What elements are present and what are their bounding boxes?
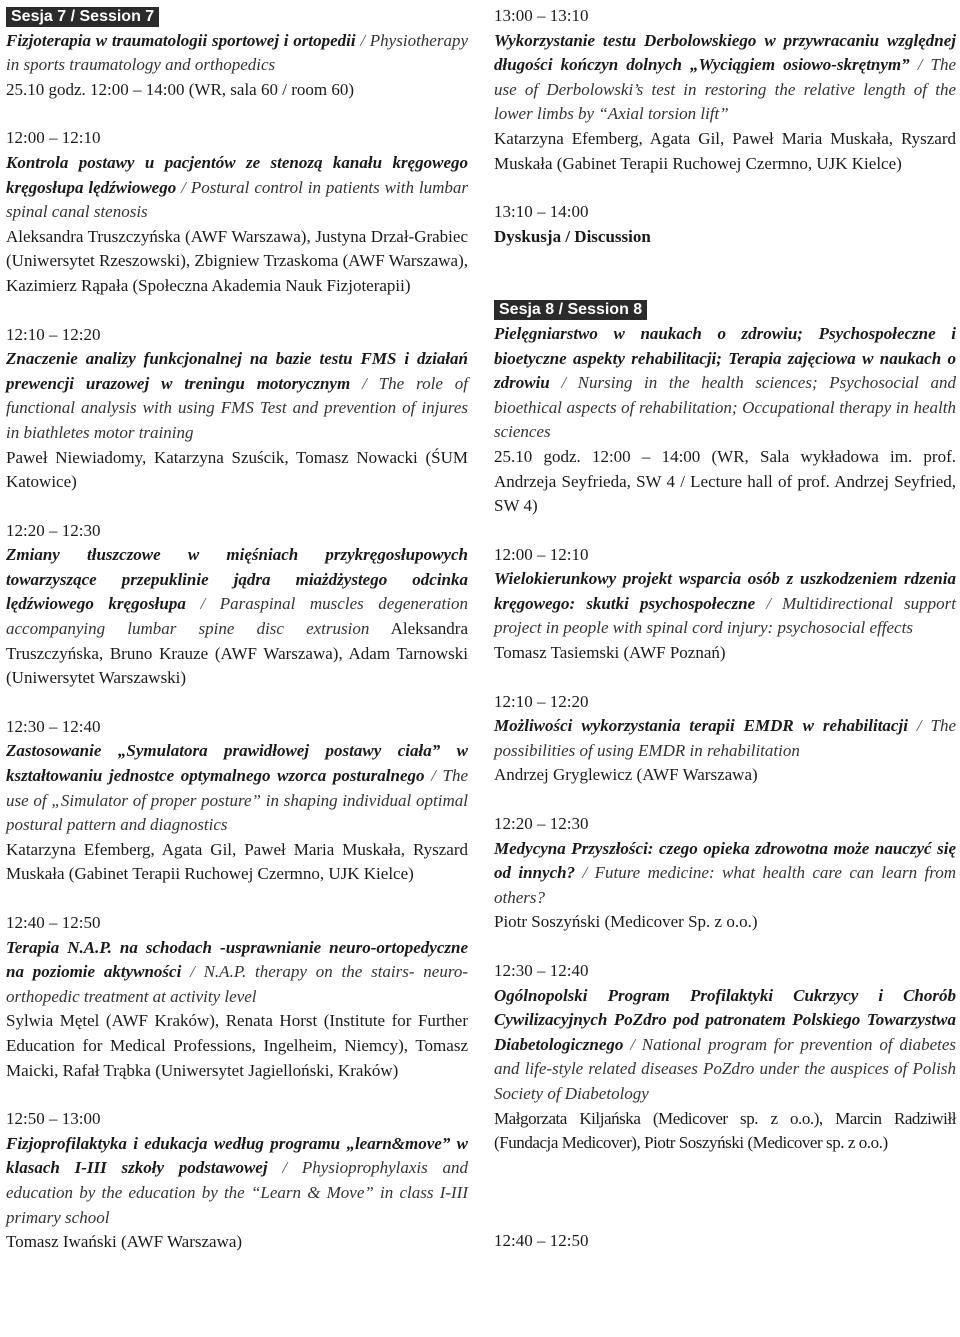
session-title: Fizjoterapia w traumatologii sportowej i ortopedii / Physiotherapy in sports traumatology and orthopedics — [6, 30, 468, 75]
talk-title-pl: Wielokierunkowy projekt wsparcia osób z uszkodzeniem rdzenia kręgowego: skutki psychospołeczne — [494, 569, 956, 613]
talk-time: 13:00 – 13:10 — [494, 6, 589, 25]
talk — [494, 1229, 956, 1254]
talk-title: Kontrola postawy u pacjentów ze stenozą kanału kręgowego kręgosłupa lędźwiowego / Postural control in patients with lumbar spinal canal stenosis — [6, 152, 468, 222]
talk-title: Fizjoprofilaktyka i edukacja według programu „learn&move” w klasach I-III szkoły podstawowej / Physioprophylaxis and education by the education by the “Learn & Move” in class I-III primary school — [6, 1133, 469, 1227]
talk-title: Zmiany tłuszczowe w mięśniach przykręgosłupowych towarzyszące przepuklinie jądra miażdżystego odcinka lędźwiowego kręgosłupa / Paraspinal muscles degeneration accompanying lumbar spine disc extrusion Aleksandra Truszczyńska, Bruno Krauze (AWF Warszawa), Adam Tarnowski (Uniwersytet Warszawski) — [6, 545, 469, 688]
discussion — [494, 200, 956, 249]
talk-authors: Paweł Niewiadomy, Katarzyna Szuścik, Tomasz Nowacki (ŚUM Katowice) — [6, 447, 468, 492]
talk-title-en: Multidirectional support project in people with spinal cord injury: psychosocial effects — [494, 593, 956, 638]
talk-time: 12:30 – 12:40 — [6, 716, 101, 736]
session-badge: Sesja 8 / Session 8 — [494, 300, 647, 320]
talk — [494, 4, 956, 176]
talk-title-pl: Wykorzystanie testu Derbolowskiego w przywracaniu względnej długości kończyn dolnych „Wyciągiem osiowo-skrętnym” — [494, 30, 956, 75]
talk-title: Medycyna Przyszłości: czego opieka zdrowotna może nauczyć się od innych? / Future medicine: what health care can learn from others? — [494, 838, 957, 907]
talk-time: 12:40 – 12:50 — [6, 913, 101, 932]
talk-authors: Małgorzata Kiljańska (Medicover sp. z o.o.), Marcin Radziwiłł (Fundacja Medicover), Piotr Soszyński (Medicover sp. z o.o.) — [494, 1108, 956, 1153]
talk-authors: Piotr Soszyński (Medicover Sp. z o.o.) — [494, 912, 758, 932]
session-meta: 25.10 godz. 12:00 – 14:00 (WR, sala 60 / room 60) — [6, 79, 354, 99]
session-8 — [494, 297, 956, 518]
talk-time: 12:00 – 12:10 — [6, 128, 101, 148]
session-title-pl: Fizjoterapia w traumatologii sportowej i ortopedii — [6, 30, 356, 50]
talk — [6, 519, 468, 691]
talk-authors: Aleksandra Truszczyńska (AWF Warszawa), Justyna Drzał-Grabiec (Uniwersytet Rzeszowski), Zbigniew Trzaskoma (AWF Warszawa), Kazimierz Rąpała (Społeczna Akademia Nauk Fizjoterapii) — [6, 226, 468, 295]
talk — [494, 812, 956, 935]
talk-title-pl: Fizjoprofilaktyka i edukacja według programu „learn&move” w klasach I-III szkoły podstawowej — [6, 1133, 468, 1178]
talk-title-en: Future medicine: what health care can learn from others? — [494, 863, 957, 907]
talk-title-pl: Terapia N.A.P. na schodach -usprawnianie neuro-ortopedyczne na poziomie aktywności — [6, 937, 468, 982]
talk — [494, 543, 956, 666]
talk-title: Wykorzystanie testu Derbolowskiego w przywracaniu względnej długości kończyn dolnych „Wyciągiem osiowo-skrętnym” / The use of Derbolowski’s test in restoring the relative length of the lower limbs by “Axial torsion lift” — [494, 30, 956, 124]
talk — [6, 1107, 468, 1255]
talk-title-pl: Kontrola postawy u pacjentów ze stenozą kanału kręgowego kręgosłupa lędźwiowego — [6, 152, 468, 197]
session-title-en: Nursing in the health sciences; Psychosocial and bioethical aspects of rehabilitation; Occupational therapy in health sciences — [494, 373, 956, 442]
session-badge: Sesja 7 / Session 7 — [6, 7, 159, 27]
talk-time: 12:10 – 12:20 — [6, 324, 101, 344]
talk-title-en: The possibilities of using EMDR in rehabilitation — [494, 716, 956, 760]
talk-title-pl: Możliwości wykorzystania terapii EMDR w rehabilitacji — [494, 716, 908, 736]
talk-time: 12:20 – 12:30 — [494, 814, 589, 834]
talk — [6, 715, 468, 887]
talk-time: 12:30 – 12:40 — [494, 961, 589, 980]
talk-title-en: The role of functional analysis with using FMS Test and prevention of injures in biathletes motor training — [6, 373, 468, 442]
talk-time: 12:50 – 13:00 — [6, 1109, 101, 1129]
talk-title-en: The use of „Simulator of proper posture” in shaping individual optimal postural pattern and diagnostics — [6, 766, 468, 835]
talk-authors: Tomasz Iwański (AWF Warszawa) — [6, 1232, 243, 1252]
talk-title-pl: Zmiany tłuszczowe w mięśniach przykręgosłupowych towarzyszące przepuklinie jądra miażdżystego odcinka lędźwiowego kręgosłupa — [6, 545, 468, 614]
talk — [6, 126, 468, 298]
talk — [494, 690, 956, 788]
talk — [6, 911, 468, 1083]
talk-title: Zastosowanie „Symulatora prawidłowej postawy ciała” w kształtowaniu jednostce optymalnego wzorca posturalnego / The use of „Simulator of proper posture” in shaping individual optimal postural pattern and diagnostics — [6, 741, 468, 835]
session-title-en: Physiotherapy in sports traumatology and orthopedics — [6, 30, 468, 75]
talk-authors: Andrzej Gryglewicz (AWF Warszawa) — [494, 765, 758, 785]
talk-title-pl: Medycyna Przyszłości: czego opieka zdrowotna może nauczyć się od innych? — [494, 838, 956, 883]
talk-title-en: National program for prevention of diabetes and life-style related diseases PoZdro under the auspices of Polish Society of Diabetology — [494, 1034, 957, 1103]
talk-title-en: N.A.P. therapy on the stairs- neuro-orthopedic treatment at activity level — [6, 962, 469, 1006]
talk-title: Możliwości wykorzystania terapii EMDR w rehabilitacji / The possibilities of using EMDR in rehabilitation — [494, 716, 956, 760]
talk-authors: Sylwia Mętel (AWF Kraków), Renata Horst (Institute for Further Education for Medical Professions, Ingelheim, Niemcy), Tomasz Maicki, Rafał Trąbka (Uniwersytet Jagielloński, Kraków) — [6, 1011, 468, 1080]
talk-authors: Katarzyna Efemberg, Agata Gil, Paweł Maria Muskała, Ryszard Muskała (Gabinet Terapii Ruchowej Czermno, UJK Kielce) — [494, 128, 956, 173]
session-title: Pielęgniarstwo w naukach o zdrowiu; Psychospołeczne i bioetyczne aspekty rehabilitacji; Terapia zajęciowa w naukach o zdrowiu / Nursing in the health sciences; Psychosocial and bioethical aspects of rehabilitation; Occupational therapy in health sciences — [494, 323, 956, 442]
talk-title: Wielokierunkowy projekt wsparcia osób z uszkodzeniem rdzenia kręgowego: skutki psychospołeczne / Multidirectional support project in people with spinal cord injury: psychosocial effects — [494, 569, 956, 638]
talk-time: 12:10 – 12:20 — [494, 691, 589, 711]
talk-title: Terapia N.A.P. na schodach -usprawnianie neuro-ortopedyczne na poziomie aktywności / N.A.P. therapy on the stairs- neuro-orthopedic treatment at activity level — [6, 937, 469, 1006]
session-meta: 25.10 godz. 12:00 – 14:00 (WR, Sala wykładowa im. prof. Andrzeja Seyfrieda, SW 4 / Lecture hall of prof. Andrzej Seyfried, SW 4) — [494, 446, 956, 516]
session-title-pl: Pielęgniarstwo w naukach o zdrowiu; Psychospołeczne i bioetyczne aspekty rehabilitacji; Terapia zajęciowa w naukach o zdrowiu — [494, 323, 956, 393]
talk-title-pl: Zastosowanie „Symulatora prawidłowej postawy ciała” w kształtowaniu jednostce optymalnego wzorca posturalnego — [6, 741, 468, 786]
talk — [6, 323, 468, 495]
left-column — [6, 4, 468, 1255]
right-column — [494, 4, 956, 1253]
talk-title-pl: Ogólnopolski Program Profilaktyki Cukrzycy i Chorób Cywilizacyjnych PoZdro pod patronatem Polskiego Towarzystwa Diabetologicznego — [494, 985, 956, 1054]
session-7 — [6, 4, 468, 102]
talk-title: Ogólnopolski Program Profilaktyki Cukrzycy i Chorób Cywilizacyjnych PoZdro pod patronatem Polskiego Towarzystwa Diabetologicznego / National program for prevention of diabetes and life-style related diseases PoZdro under the auspices of Polish Society of Diabetology — [494, 985, 957, 1103]
talk-authors: Aleksandra Truszczyńska, Bruno Krauze (AWF Warszawa), Adam Tarnowski (Uniwersytet Warszawski) — [6, 619, 469, 688]
talk-title: Znaczenie analizy funkcjonalnej na bazie testu FMS i działań prewencji urazowej w treningu motorycznym / The role of functional analysis with using FMS Test and prevention of injures in biathletes motor training — [6, 349, 468, 442]
talk-authors: Tomasz Tasiemski (AWF Poznań) — [494, 643, 726, 663]
talk-title-pl: Znaczenie analizy funkcjonalnej na bazie testu FMS i działań prewencji urazowej w treningu motorycznym — [6, 349, 468, 393]
talk — [494, 959, 956, 1156]
discussion-time: 13:10 – 14:00 — [494, 202, 589, 222]
discussion-label: Dyskusja / Discussion — [494, 226, 651, 246]
talk-title-en: Physioprophylaxis and education by the education by the “Learn & Move” in class I-III primary school — [6, 1158, 469, 1227]
talk-title-en: Postural control in patients with lumbar spinal canal stenosis — [6, 177, 468, 222]
talk-authors: Katarzyna Efemberg, Agata Gil, Paweł Maria Muskała, Ryszard Muskała (Gabinet Terapii Ruchowej Czermno, UJK Kielce) — [6, 839, 468, 884]
talk-title-en: Paraspinal muscles degeneration accompanying lumbar spine disc extrusion — [6, 594, 468, 639]
talk-title-en: The use of Derbolowski’s test in restoring the relative length of the lower limbs by “Axial torsion lift” — [494, 55, 956, 124]
talk-time: 12:40 – 12:50 — [494, 1230, 589, 1250]
talk-time: 12:00 – 12:10 — [494, 544, 589, 564]
talk-time: 12:20 – 12:30 — [6, 520, 101, 540]
